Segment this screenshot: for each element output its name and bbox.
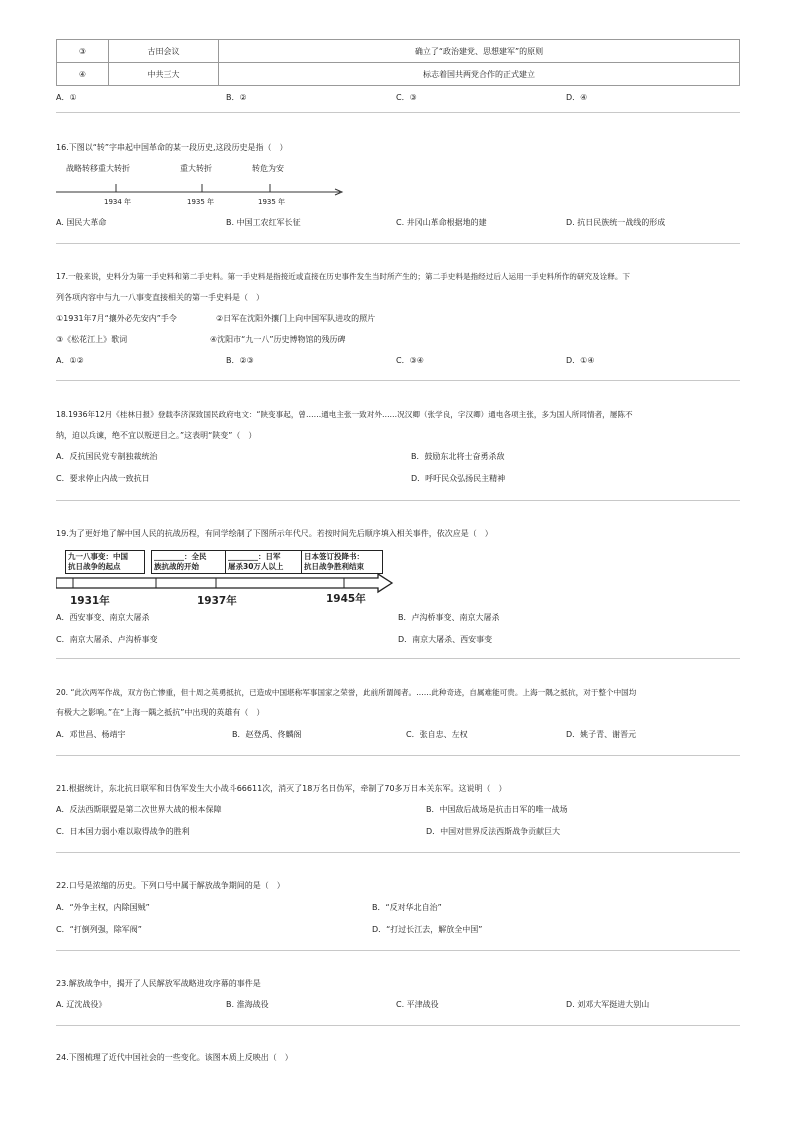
timeline-year: 1945年 xyxy=(326,593,366,605)
timeline-label: 转危为安 xyxy=(252,164,284,173)
q17-stem-line2: 列各项内容中与九一八事变直接相关的第一手史料是（ ） xyxy=(56,293,264,302)
q24-stem: 24.下图梳理了近代中国社会的一些变化。该图本质上反映出（ ） xyxy=(56,1053,293,1062)
q18-option-c[interactable]: C．要求停止内战一致抗日 xyxy=(56,474,150,483)
timeline-label: 战略转移重大转折 xyxy=(66,164,130,173)
q19-option-d[interactable]: D．南京大屠杀、西安事变 xyxy=(398,635,493,644)
q22-option-a[interactable]: A．“外争主权，内除国贼” xyxy=(56,903,150,912)
divider xyxy=(56,755,740,756)
timeline-year: 1931年 xyxy=(70,595,110,607)
box-line: 抗日战争胜利结束 xyxy=(304,562,364,571)
q17-item-3: ③《松花江上》歌词 xyxy=(56,335,128,344)
q16-option-b[interactable]: B. 中国工农红军长征 xyxy=(226,218,301,227)
box-line: 九一八事变：中国 xyxy=(68,552,128,561)
box-line: 屠杀30万人以上 xyxy=(228,562,284,571)
row-description: 标志着国共两党合作的正式建立 xyxy=(219,63,740,86)
divider xyxy=(56,1025,740,1026)
q23-stem: 23.解放战争中，揭开了人民解放军战略进攻序幕的事件是 xyxy=(56,979,261,988)
q23-option-a[interactable]: A. 辽沈战役》 xyxy=(56,1000,107,1009)
q17-item-2: ②日军在沈阳外攘门上向中国军队进攻的照片 xyxy=(216,314,376,323)
box-line: ________：全民 xyxy=(154,552,207,561)
timeline-year: 1937年 xyxy=(197,595,237,607)
q17-option-a[interactable]: A．①② xyxy=(56,356,84,365)
q16-option-d[interactable]: D. 抗日民族统一战线的形成 xyxy=(566,218,666,227)
timeline-year: 1934 年 xyxy=(104,198,132,206)
table-row xyxy=(57,40,740,63)
q16-stem: 16.下图以“转”字串起中国革命的某一段历史,这段历史是指（ ） xyxy=(56,143,288,152)
q17-option-b[interactable]: B．②③ xyxy=(226,356,254,365)
divider xyxy=(56,243,740,244)
q20-option-d[interactable]: D．姚子青、谢晋元 xyxy=(566,730,637,739)
timeline-year: 1935 年 xyxy=(187,198,215,206)
q21-stem: 21.根据统计，东北抗日联军和日伪军发生大小战斗66611次，消灭了18万名日伪军，牵制了70多万日本关东军。这说明（ ） xyxy=(56,784,507,793)
q17-item-1: ①1931年7月“攘外必先安内”手令 xyxy=(56,314,177,323)
q16-option-c[interactable]: C. 井冈山革命根据地的建 xyxy=(396,218,487,227)
q18-option-a[interactable]: A．反抗国民党专制独裁统治 xyxy=(56,452,158,461)
q15-option-c[interactable]: C．③ xyxy=(396,93,417,102)
divider xyxy=(56,380,740,381)
q15-option-d[interactable]: D．④ xyxy=(566,93,588,102)
q20-stem-line1: 20. “此次两军作战，双方伤亡惨重，但十周之英勇抵抗，已造成中国堪称军事国家之荣誉，此前所谓闻者。……此种奇迹，自属难能可贵。上海一隅之抵抗，对于整个中国均 xyxy=(56,688,637,697)
timeline-box xyxy=(301,550,383,574)
q16-option-a[interactable]: A. 国民大革命 xyxy=(56,218,107,227)
q17-option-d[interactable]: D．①④ xyxy=(566,356,595,365)
row-description: 确立了“政治建党、思想建军”的原则 xyxy=(219,40,740,63)
answer-table xyxy=(56,39,740,86)
timeline-box xyxy=(151,550,229,574)
q20-stem-line2: 有极大之影响。”在“上海一隅之抵抗”中出现的英雄有（ ） xyxy=(56,708,265,717)
q21-option-c[interactable]: C．日本国力弱小难以取得战争的胜利 xyxy=(56,827,190,836)
q22-option-c[interactable]: C．“打倒列强，除军阀” xyxy=(56,925,142,934)
q23-option-c[interactable]: C. 平津战役 xyxy=(396,1000,439,1009)
divider xyxy=(56,950,740,951)
row-event: 中共三大 xyxy=(109,63,219,86)
q18-option-b[interactable]: B．鼓励东北将士奋勇杀敌 xyxy=(411,452,505,461)
divider xyxy=(56,112,740,113)
q20-option-a[interactable]: A．邓世昌、杨靖宇 xyxy=(56,730,126,739)
row-number: ④ xyxy=(57,63,109,86)
q23-option-b[interactable]: B. 淮海战役 xyxy=(226,1000,269,1009)
q21-option-d[interactable]: D．中国对世界反法西斯战争贡献巨大 xyxy=(426,827,561,836)
q23-option-d[interactable]: D. 刘邓大军挺进大别山 xyxy=(566,1000,650,1009)
table-row xyxy=(57,63,740,86)
q22-option-b[interactable]: B．“反对华北自治” xyxy=(372,903,442,912)
q17-item-4: ④沈阳市“九一八”历史博物馆的残历碑 xyxy=(210,335,346,344)
q19-option-b[interactable]: B．卢沟桥事变、南京大屠杀 xyxy=(398,613,500,622)
q18-stem-line2: 纳，迫以兵谏，绝不宜以叛逆目之。”这表明“陕变”（ ） xyxy=(56,431,257,440)
q15-option-b[interactable]: B．② xyxy=(226,93,247,102)
box-line: 抗日战争的起点 xyxy=(68,562,121,571)
box-line: 族抗战的开始 xyxy=(154,562,199,571)
q18-stem-line1: 18.1936年12月《桂林日报》登载李济深致国民政府电文：“陕变事起，曾……通电主张一致对外……况汉卿（张学良，字汉卿）通电各项主张，多为国人所同情者，屡陈不 xyxy=(56,410,633,419)
q21-option-a[interactable]: A．反法西斯联盟是第二次世界大战的根本保障 xyxy=(56,805,222,814)
timeline-year: 1935 年 xyxy=(258,198,286,206)
timeline-axis xyxy=(56,180,348,196)
row-number: ③ xyxy=(57,40,109,63)
box-line: ________：日军 xyxy=(228,552,281,561)
timeline-box xyxy=(225,550,303,574)
q20-option-b[interactable]: B．赵登禹、佟麟阁 xyxy=(232,730,302,739)
q21-option-b[interactable]: B．中国敌后战场是抗击日军的唯一战场 xyxy=(426,805,568,814)
q19-stem: 19.为了更好地了解中国人民的抗战历程，有同学绘制了下图所示年代尺。若按时间先后顺序填入相关事件，依次应是（ ） xyxy=(56,529,493,538)
q19-option-a[interactable]: A．西安事变、南京大屠杀 xyxy=(56,613,150,622)
divider xyxy=(56,852,740,853)
q19-option-c[interactable]: C．南京大屠杀、卢沟桥事变 xyxy=(56,635,158,644)
divider xyxy=(56,658,740,659)
box-line: 日本签订投降书： xyxy=(304,552,364,561)
row-event: 古田会议 xyxy=(109,40,219,63)
q17-option-c[interactable]: C．③④ xyxy=(396,356,424,365)
q15-option-a[interactable]: A．① xyxy=(56,93,77,102)
timeline-box xyxy=(65,550,145,574)
q20-option-c[interactable]: C．张自忠、左权 xyxy=(406,730,468,739)
q18-option-d[interactable]: D．呼吁民众弘扬民主精神 xyxy=(411,474,506,483)
q17-stem-line1: 17.一般来说，史料分为第一手史料和第二手史料。第一手史料是指接近或直接在历史事件发生当时所产生的；第二手史料是指经过后人运用一手史料所作的研究及诠释。下 xyxy=(56,272,631,281)
q22-option-d[interactable]: D．“打过长江去，解放全中国” xyxy=(372,925,483,934)
timeline-label: 重大转折 xyxy=(180,164,212,173)
divider xyxy=(56,500,740,501)
q22-stem: 22.口号是浓缩的历史。下列口号中属于解放战争期间的是（ ） xyxy=(56,881,285,890)
